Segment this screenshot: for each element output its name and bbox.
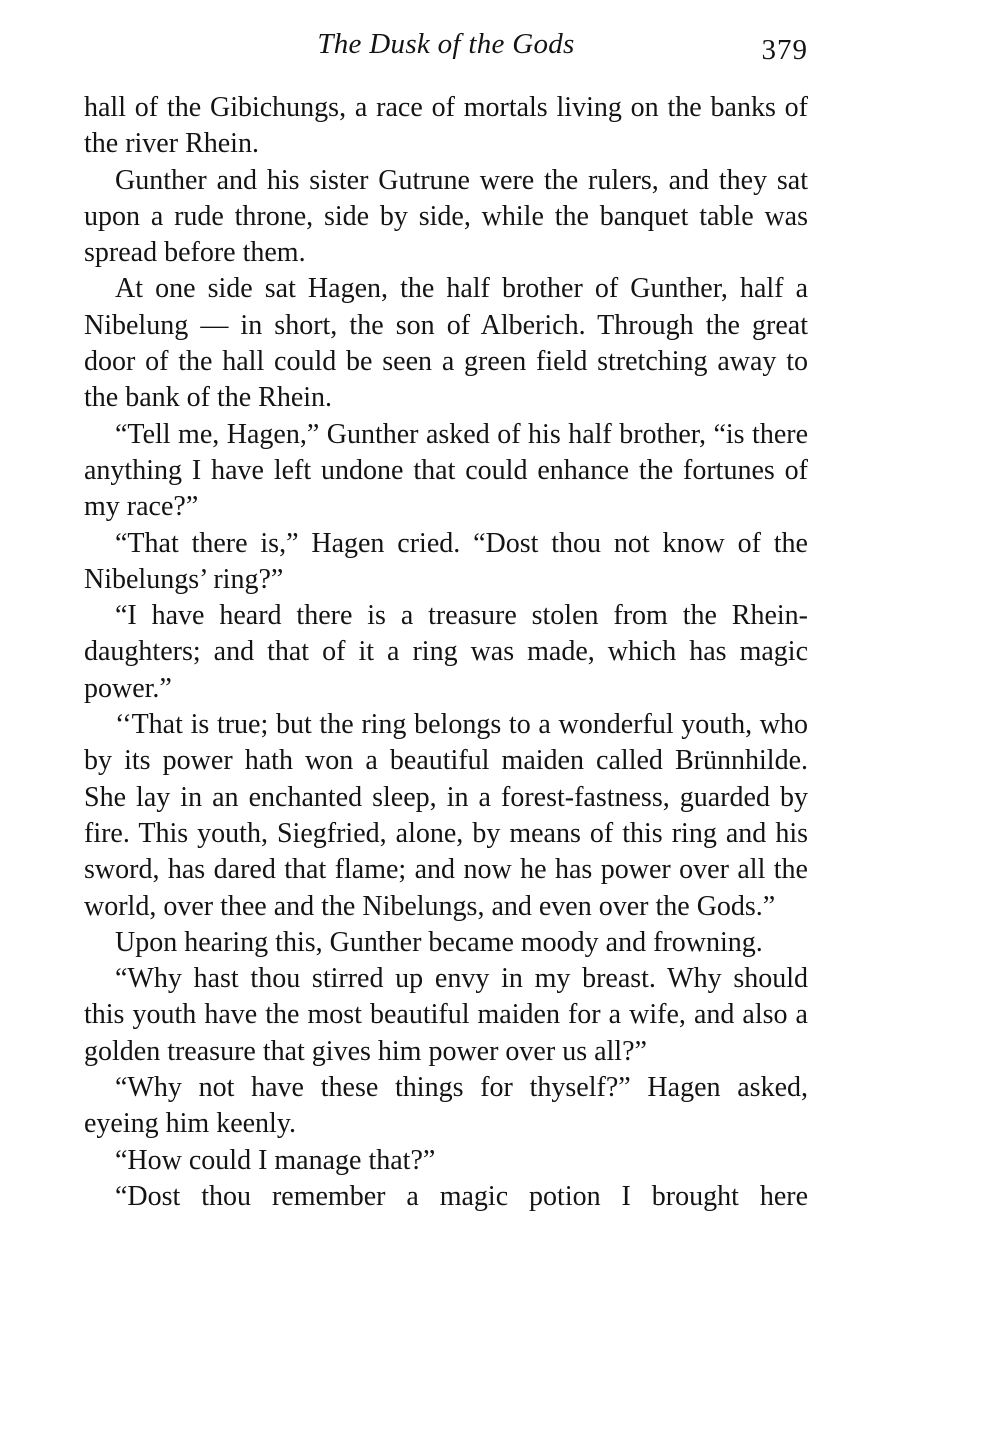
paragraph: “That there is,” Hagen cried. “Dost thou not know of the Nibelungs’ ring?” bbox=[84, 527, 808, 595]
paragraph: Gunther and his sister Gutrune were the rulers, and they sat upon a rude throne, side by side, while the banquet table was spread before them. bbox=[84, 164, 808, 269]
page-number: 379 bbox=[761, 34, 808, 66]
paragraph: “Tell me, Hagen,” Gunther asked of his half brother, “is there anything I have left undone that could enhance the fortunes of my race?” bbox=[84, 418, 808, 523]
paragraph: “How could I manage that?” bbox=[115, 1144, 436, 1176]
paragraph: hall of the Gibichungs, a race of mortals living on the banks of the river Rhein. bbox=[84, 92, 808, 160]
paragraph: “Dost thou remember a magic potion I brought here bbox=[115, 1180, 808, 1212]
paragraph: “Why not have these things for thyself?” Hagen asked, eyeing him keenly. bbox=[84, 1072, 808, 1140]
paragraph: At one side sat Hagen, the half brother of Gunther, half a Nibelung — in short, the son of Alberich. Through the great door of the hall could be seen a green field stretching away to the bank of the Rhein. bbox=[84, 273, 808, 414]
paragraph: “Why hast thou stirred up envy in my breast. Why should this youth have the most beautiful maiden for a wife, and also a golden treasure that gives him power over us all?” bbox=[84, 963, 808, 1067]
running-title: The Dusk of the Gods bbox=[317, 28, 575, 60]
paragraph: Upon hearing this, Gunther became moody and frowning. bbox=[115, 926, 763, 958]
body-text bbox=[84, 90, 808, 1215]
paragraph: “I have heard there is a treasure stolen from the Rhein-daughters; and that of it a ring was made, which has magic power.” bbox=[84, 600, 808, 704]
running-header bbox=[84, 28, 808, 72]
paragraph: ‘‘That is true; but the ring belongs to a wonderful youth, who by its power hath won a beautiful maiden called Brünnhilde. She lay in an enchanted sleep, in a forest-fastness, guarded by fire. This youth, Siegfried, alone, by means of this ring and his sword, has dared that flame; and now he has power over all the world, over thee and the Nibelungs, and even over the Gods.” bbox=[84, 709, 808, 922]
